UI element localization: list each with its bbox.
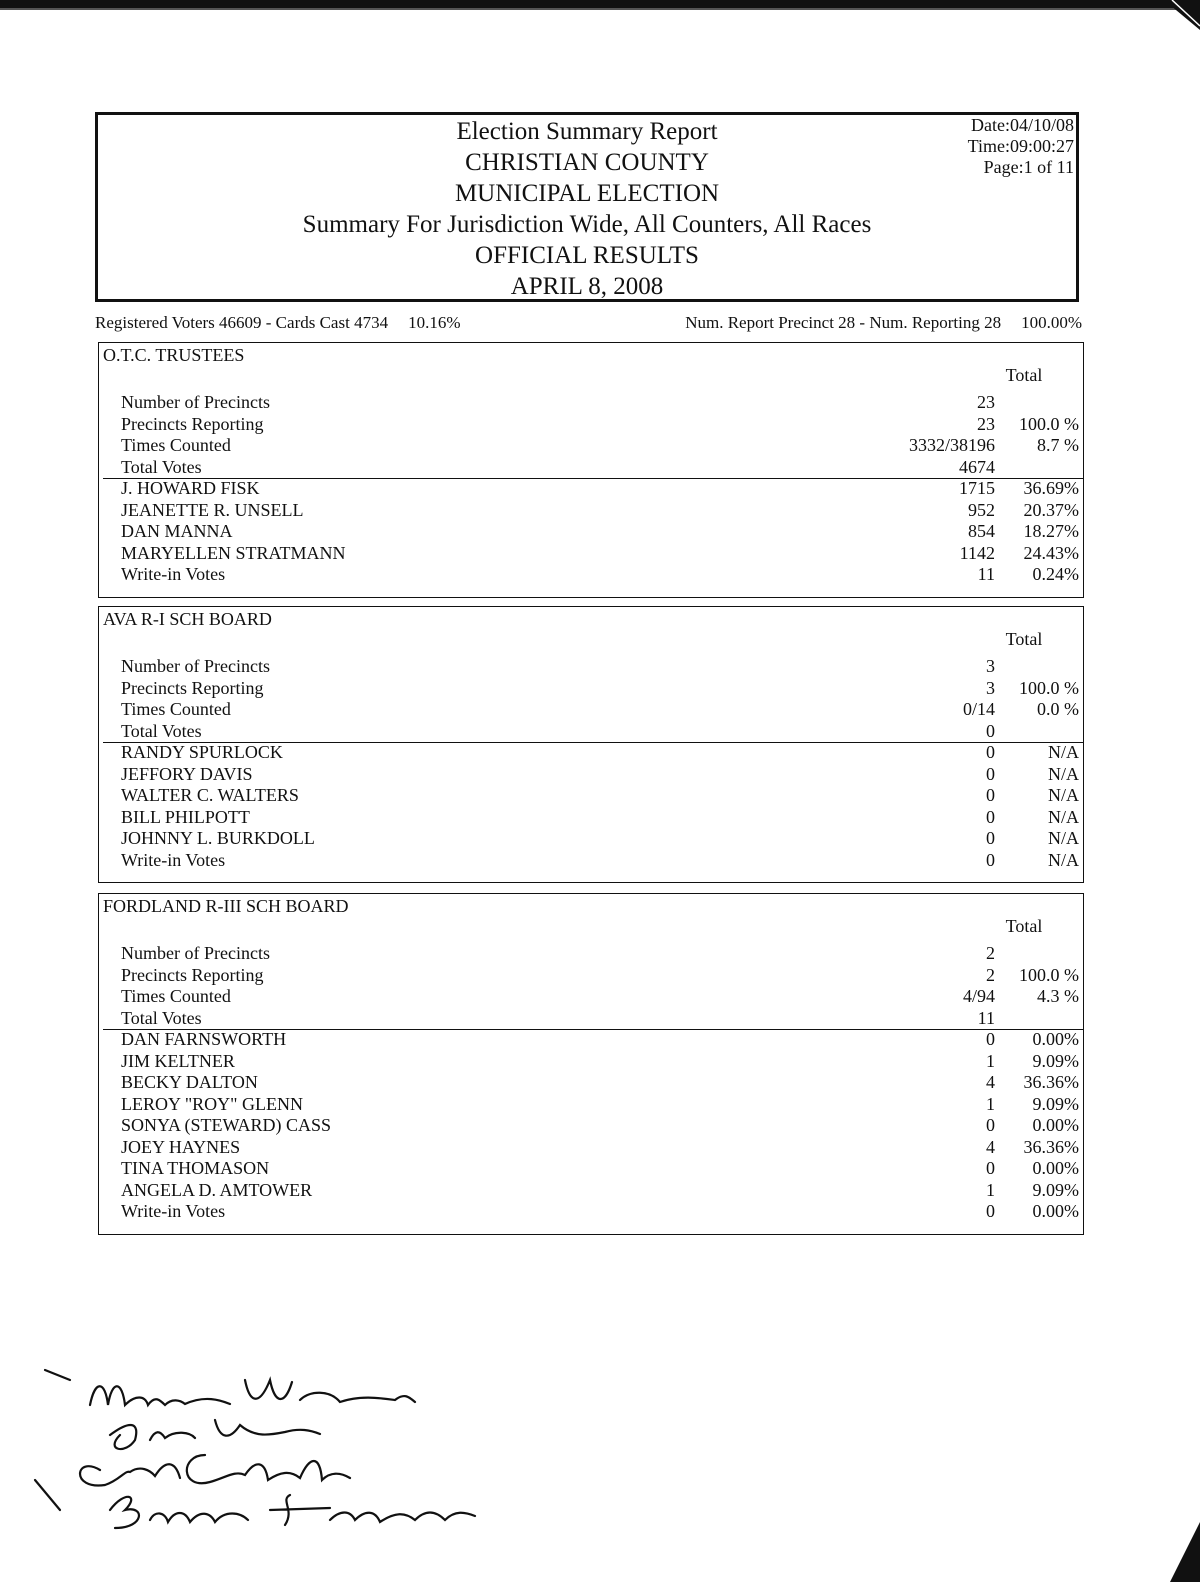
candidate-name: JEANETTE R. UNSELL: [121, 499, 304, 520]
candidate-name: SONYA (STEWARD) CASS: [121, 1115, 332, 1135]
stat-row: [99, 434, 1083, 456]
candidate-row: [99, 563, 1083, 585]
candidate-name: JIM KELTNER: [121, 1050, 235, 1071]
stat-value: 23: [977, 392, 995, 412]
precinct-reporting-text: Num. Report Precinct 28 - Num. Reporting 28: [685, 313, 1002, 332]
candidate-name: MARYELLEN STRATMANN: [121, 542, 346, 563]
candidate-percent: N/A: [1048, 849, 1079, 870]
candidate-row: [99, 827, 1083, 849]
stat-row: [99, 413, 1083, 435]
race-title: O.T.C. TRUSTEES: [103, 345, 245, 365]
handwritten-signatures: [30, 1360, 510, 1560]
race-block: [98, 893, 1084, 1235]
candidate-name: LEROY "ROY" GLENN: [121, 1093, 304, 1114]
stat-percent: 100.0 %: [1019, 413, 1079, 434]
candidate-votes: 1715: [959, 478, 995, 498]
stat-row: [99, 720, 1083, 742]
candidate-percent: 36.36%: [1023, 1136, 1079, 1157]
stat-label: Times Counted: [121, 435, 231, 455]
candidate-percent: 18.27%: [1023, 521, 1079, 541]
candidate-name: J. HOWARD FISK: [121, 478, 260, 498]
candidate-name: TINA THOMASON: [121, 1158, 270, 1178]
race-title: AVA R-I SCH BOARD: [103, 609, 272, 629]
candidate-name: JEFFORY DAVIS: [121, 763, 253, 784]
candidate-votes: 0: [986, 742, 995, 762]
scan-top-edge-shadow: [0, 8, 1200, 10]
stat-row: [99, 391, 1083, 413]
candidate-name: JOEY HAYNES: [121, 1136, 241, 1157]
registered-voters-summary: [95, 313, 461, 333]
stat-label: Times Counted: [121, 986, 231, 1006]
candidate-row: [99, 763, 1083, 785]
candidate-name: Write-in Votes: [121, 564, 226, 584]
candidate-row: [99, 499, 1083, 521]
candidate-percent: 0.24%: [1032, 564, 1079, 584]
candidate-row: [99, 1050, 1083, 1072]
candidate-votes: 1: [986, 1050, 995, 1071]
stat-label: Total Votes: [121, 456, 202, 477]
candidate-row: [99, 1136, 1083, 1158]
election-date: APRIL 8, 2008: [510, 273, 664, 300]
stat-value: 0/14: [962, 699, 995, 719]
candidate-votes: 0: [986, 785, 995, 805]
candidate-percent: N/A: [1048, 785, 1079, 805]
candidate-votes: 0: [986, 763, 995, 784]
candidate-votes: 0: [986, 1029, 995, 1049]
report-header: [95, 112, 1079, 302]
candidate-row: [99, 520, 1083, 542]
precinct-reporting-percent: 100.00%: [1021, 313, 1082, 332]
candidate-name: Write-in Votes: [121, 1201, 226, 1221]
stat-label: Precincts Reporting: [121, 677, 264, 698]
candidate-percent: N/A: [1048, 806, 1079, 827]
candidate-percent: 9.09%: [1032, 1050, 1079, 1071]
summary-scope: Summary For Jurisdiction Wide, All Counters, All Races: [302, 211, 872, 238]
report-title: Election Summary Report: [456, 118, 718, 145]
turnout-percent: 10.16%: [408, 313, 461, 332]
candidate-name: Write-in Votes: [121, 849, 226, 870]
race-block: [98, 342, 1084, 598]
candidate-name: BILL PHILPOTT: [121, 806, 250, 827]
candidate-row: [99, 784, 1083, 806]
candidate-percent: 0.00%: [1032, 1029, 1079, 1049]
candidate-percent: N/A: [1048, 763, 1079, 784]
folded-corner-icon: [1164, 0, 1200, 30]
candidate-row: [99, 741, 1083, 763]
stat-percent: 0.0 %: [1037, 699, 1079, 719]
candidate-row: [99, 1179, 1083, 1201]
stat-label: Total Votes: [121, 1007, 202, 1028]
candidate-row: [99, 1114, 1083, 1136]
candidate-row: [99, 1028, 1083, 1050]
scan-top-edge: [0, 0, 1200, 8]
candidate-percent: 0.00%: [1032, 1201, 1079, 1221]
candidate-percent: 36.69%: [1023, 478, 1079, 498]
stat-row: [99, 456, 1083, 478]
candidate-votes: 0: [986, 849, 995, 870]
folded-corner-bottom-icon: [1160, 1522, 1200, 1582]
total-column-header: Total: [1005, 629, 1043, 649]
precinct-reporting-summary: [685, 313, 1082, 333]
candidate-name: DAN FARNSWORTH: [121, 1029, 287, 1049]
registered-voters-text: Registered Voters 46609 - Cards Cast 4734: [95, 313, 389, 332]
race-block: [98, 606, 1084, 883]
stat-label: Number of Precincts: [121, 392, 270, 412]
total-column-header: Total: [1005, 365, 1043, 385]
county-name: CHRISTIAN COUNTY: [465, 149, 709, 176]
candidate-percent: 20.37%: [1023, 499, 1079, 520]
candidate-row: [99, 1157, 1083, 1179]
candidate-votes: 1: [986, 1179, 995, 1200]
candidate-votes: 952: [968, 499, 995, 520]
candidate-votes: 854: [968, 521, 995, 541]
total-column-header: Total: [1005, 916, 1043, 936]
candidate-name: BECKY DALTON: [121, 1072, 258, 1092]
stat-row: [99, 677, 1083, 699]
candidate-votes: 4: [986, 1136, 995, 1157]
signatures-block: [30, 1360, 510, 1560]
candidate-percent: 36.36%: [1023, 1072, 1079, 1092]
race-title: FORDLAND R-III SCH BOARD: [103, 896, 349, 916]
candidate-votes: 1142: [959, 542, 995, 563]
stat-row: [99, 942, 1083, 964]
candidate-votes: 11: [977, 564, 995, 584]
stat-value: 3332/38196: [908, 435, 995, 455]
stat-label: Number of Precincts: [121, 656, 270, 676]
election-name: MUNICIPAL ELECTION: [454, 180, 720, 207]
candidate-name: ANGELA D. AMTOWER: [121, 1179, 313, 1200]
stat-row: [99, 698, 1083, 720]
candidate-votes: 0: [986, 1115, 995, 1135]
stat-value: 3: [986, 656, 995, 676]
report-meta: [968, 115, 1074, 178]
stat-percent: 4.3 %: [1037, 986, 1079, 1006]
report-date: Date:04/10/08: [971, 115, 1074, 135]
stat-value: 0: [986, 720, 995, 741]
report-page: Page:1 of 11: [983, 157, 1074, 177]
candidate-row: [99, 1093, 1083, 1115]
candidate-percent: N/A: [1048, 828, 1079, 848]
candidate-percent: 9.09%: [1032, 1093, 1079, 1114]
stat-percent: 100.0 %: [1019, 677, 1079, 698]
stat-percent: 100.0 %: [1019, 964, 1079, 985]
stat-row: [99, 964, 1083, 986]
candidate-name: JOHNNY L. BURKDOLL: [121, 828, 315, 848]
stat-value: 3: [986, 677, 995, 698]
stat-percent: 8.7 %: [1037, 435, 1079, 455]
candidate-votes: 0: [986, 1201, 995, 1221]
candidate-percent: N/A: [1048, 742, 1079, 762]
candidate-percent: 9.09%: [1032, 1179, 1079, 1200]
candidate-row: [99, 542, 1083, 564]
report-time: Time:09:00:27: [967, 136, 1074, 156]
stat-value: 2: [986, 943, 995, 963]
candidate-percent: 24.43%: [1023, 542, 1079, 563]
candidate-name: WALTER C. WALTERS: [121, 785, 299, 805]
report-title-block: [98, 115, 1076, 302]
candidate-votes: 1: [986, 1093, 995, 1114]
stat-value: 23: [977, 413, 995, 434]
stat-label: Precincts Reporting: [121, 413, 264, 434]
candidate-name: RANDY SPURLOCK: [121, 742, 283, 762]
candidate-row: [99, 806, 1083, 828]
candidate-name: DAN MANNA: [121, 521, 233, 541]
stat-value: 4/94: [962, 986, 995, 1006]
candidate-row: [99, 849, 1083, 871]
results-status: OFFICIAL RESULTS: [475, 242, 699, 269]
candidate-votes: 0: [986, 828, 995, 848]
stat-row: [99, 655, 1083, 677]
stat-label: Times Counted: [121, 699, 231, 719]
candidate-percent: 0.00%: [1032, 1158, 1079, 1178]
candidate-votes: 4: [986, 1072, 995, 1092]
stat-row: [99, 1007, 1083, 1029]
candidate-votes: 0: [986, 806, 995, 827]
stat-label: Number of Precincts: [121, 943, 270, 963]
stat-row: [99, 985, 1083, 1007]
stat-value: 11: [977, 1007, 995, 1028]
candidate-row: [99, 477, 1083, 499]
stat-value: 4674: [959, 456, 995, 477]
candidate-row: [99, 1071, 1083, 1093]
candidate-votes: 0: [986, 1158, 995, 1178]
candidate-percent: 0.00%: [1032, 1115, 1079, 1135]
stat-label: Total Votes: [121, 720, 202, 741]
stat-label: Precincts Reporting: [121, 964, 264, 985]
candidate-row: [99, 1200, 1083, 1222]
stat-value: 2: [986, 964, 995, 985]
